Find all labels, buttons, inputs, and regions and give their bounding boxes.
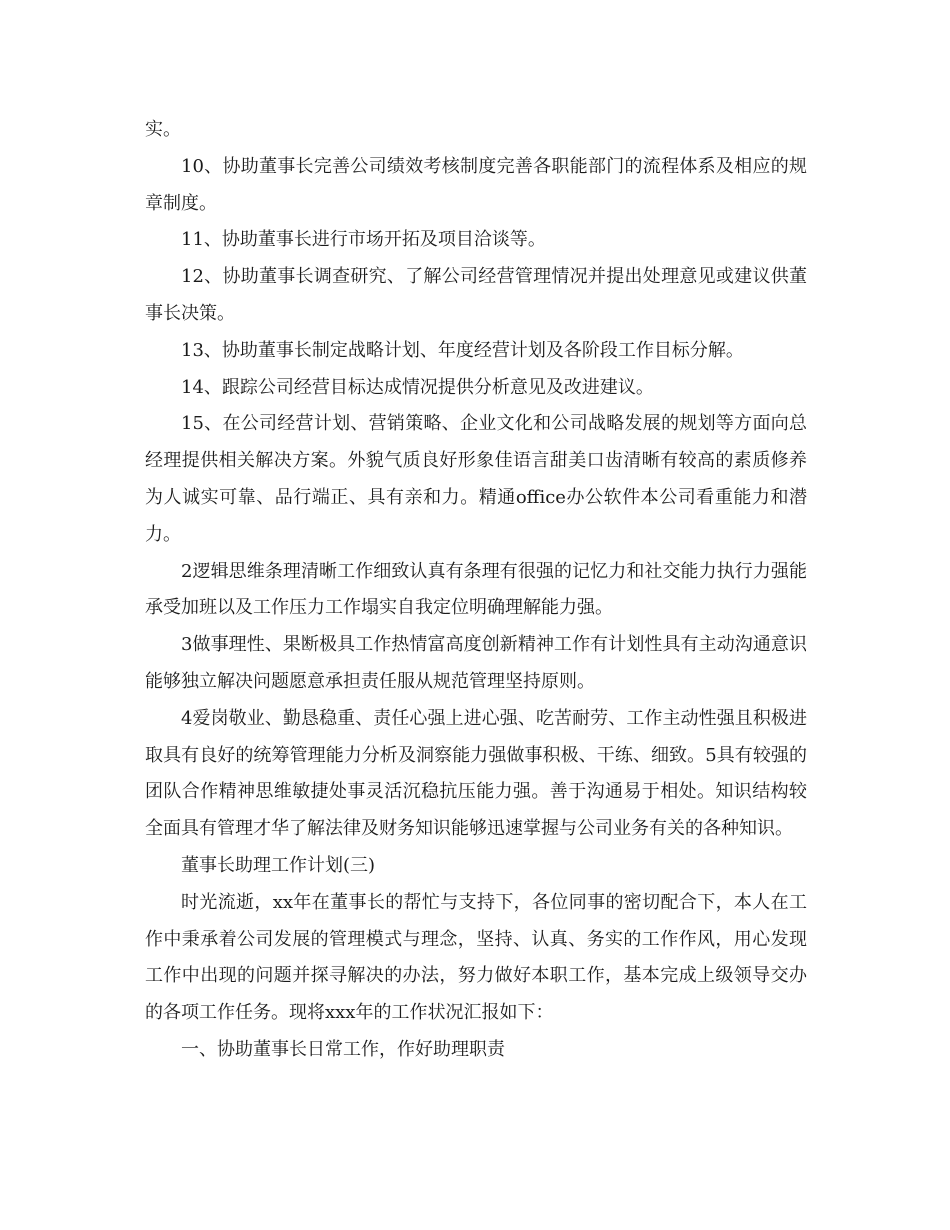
paragraph-item-10: 10、协助董事长完善公司绩效考核制度完善各职能部门的流程体系及相应的规章制度。 [145, 155, 807, 214]
paragraph-requirement-2: 2逻辑思维条理清晰工作细致认真有条理有很强的记忆力和社交能力执行力强能承受加班以及工作压力工作塌实自我定位明确理解能力强。 [145, 560, 807, 619]
document-body [145, 112, 807, 1069]
paragraph-item-12: 12、协助董事长调查研究、了解公司经营管理情况并提出处理意见或建议供董事长决策。 [145, 266, 807, 324]
paragraph-requirement-4: 4爱岗敬业、勤恳稳重、责任心强上进心强、吃苦耐劳、工作主动性强且积极进取具有良好的统筹管理能力分析及洞察能力强做事积极、干练、细致。5具有较强的团队合作精神思维敏捷处事灵活沉稳抗压能力强。善于沟通易于相处。知识结构较全面具有管理才华了解法律及财务知识能够迅速掌握与公司业务有关的各种知识。 [145, 707, 807, 840]
paragraph-intro: 时光流逝，xx年在董事长的帮忙与支持下，各位同事的密切配合下，本人在工作中秉承着公司发展的管理模式与理念，坚持、认真、务实的工作作风，用心发现工作中出现的问题并探寻解决的办法，努力做好本职工作，基本完成上级领导交办的各项工作任务。现将xxx年的工作状况汇报如下： [145, 891, 807, 1024]
paragraph-continuation: 实。 [145, 119, 181, 140]
paragraph-item-14: 14、跟踪公司经营目标达成情况提供分析意见及改进建议。 [181, 376, 654, 398]
paragraph-item-11: 11、协助董事长进行市场开拓及项目洽谈等。 [181, 229, 546, 251]
paragraph-requirement-3: 3做事理性、果断极具工作热情富高度创新精神工作有计划性具有主动沟通意识能够独立解决问题愿意承担责任服从规范管理坚持原则。 [145, 634, 807, 692]
paragraph-subheading: 一、协助董事长日常工作，作好助理职责 [181, 1038, 505, 1060]
section-heading: 董事长助理工作计划(三) [181, 854, 376, 876]
paragraph-item-15: 15、在公司经营计划、营销策略、企业文化和公司战略发展的规划等方面向总经理提供相关解决方案。外貌气质良好形象佳语言甜美口齿清晰有较高的素质修养为人诚实可靠、品行端正、具有亲和力。精通office办公软件本公司看重能力和潜力。 [145, 413, 807, 545]
paragraph-item-13: 13、协助董事长制定战略计划、年度经营计划及各阶段工作目标分解。 [181, 339, 744, 361]
